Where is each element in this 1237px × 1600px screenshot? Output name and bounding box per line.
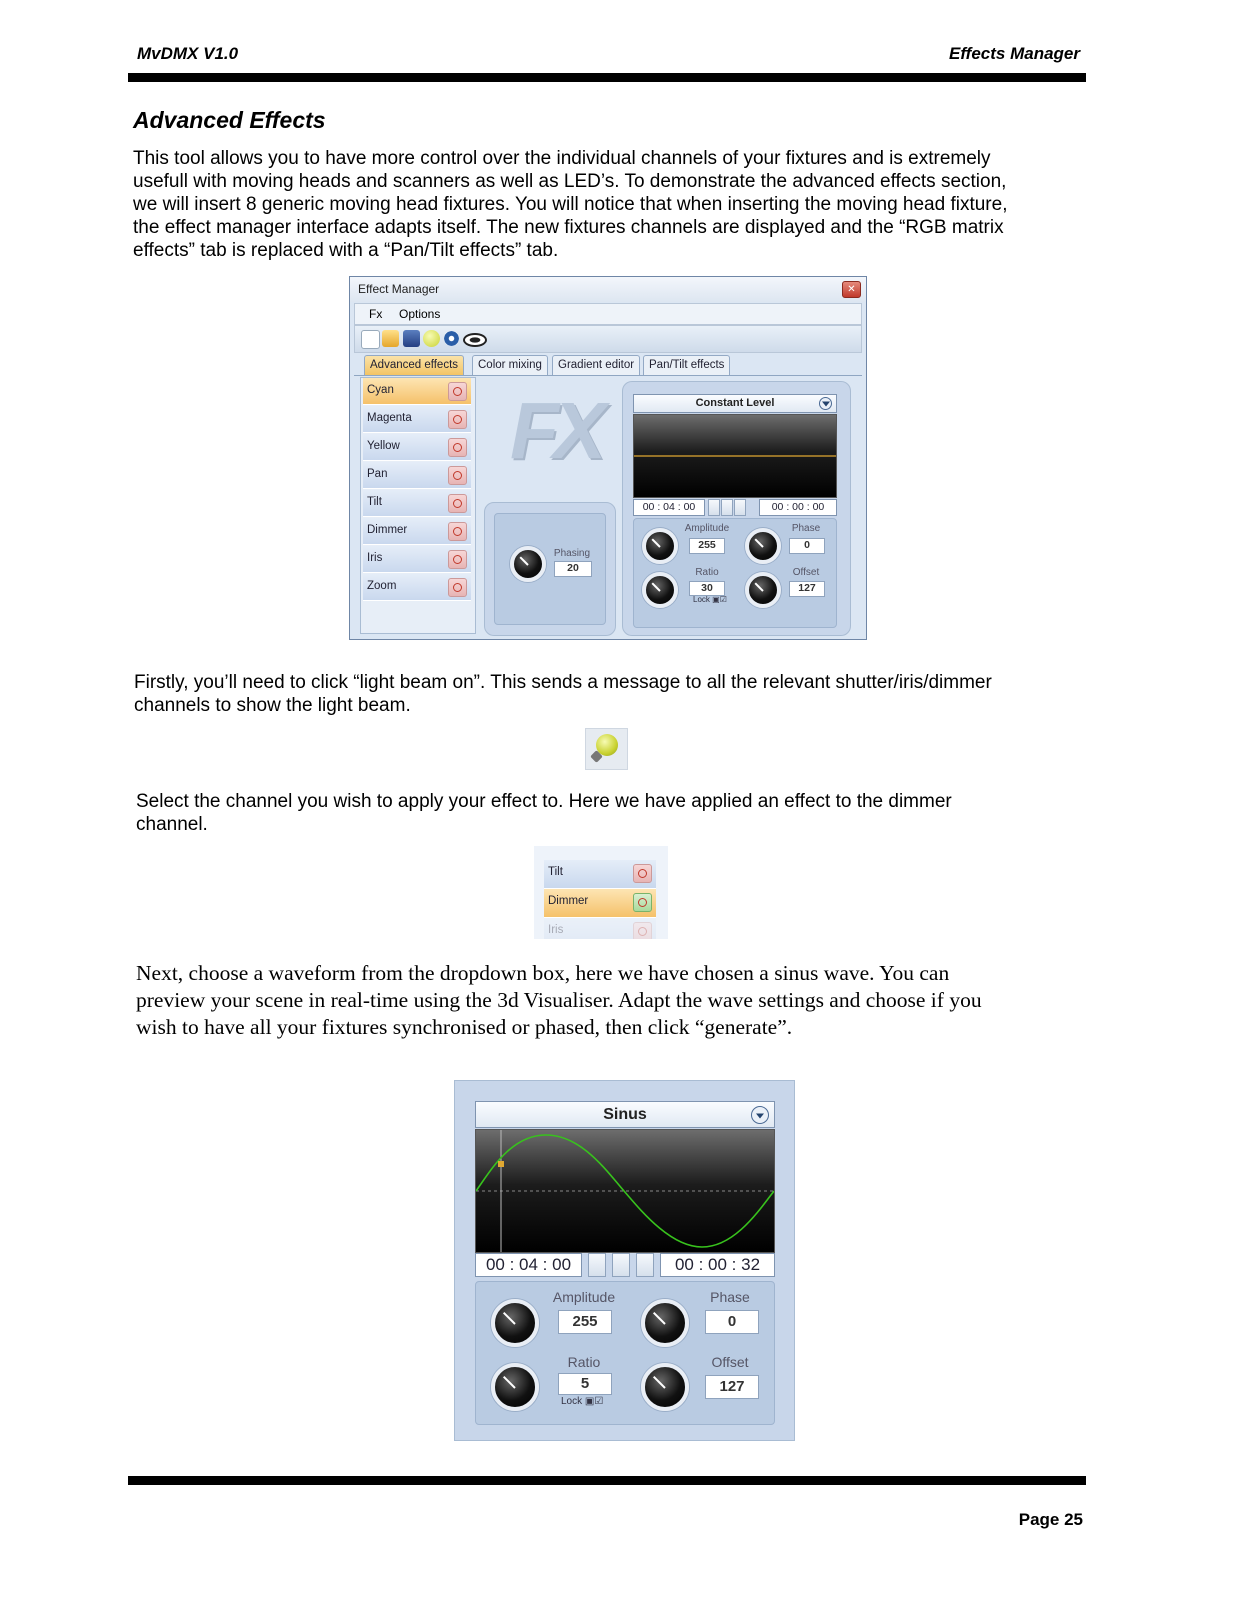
power-icon[interactable]	[448, 410, 467, 429]
offset-knob[interactable]	[641, 1363, 689, 1411]
menu-options[interactable]: Options	[399, 307, 441, 321]
step2-line: channel.	[136, 814, 208, 835]
spin-button[interactable]	[734, 499, 746, 516]
fx-logo: FX	[510, 386, 601, 475]
gear-icon[interactable]	[443, 330, 460, 347]
intro-paragraph	[133, 147, 1093, 262]
channel-label: Pan	[367, 468, 388, 480]
waveform-dropdown[interactable]	[633, 394, 837, 413]
sinus-panel	[454, 1080, 795, 1441]
header-product: MvDMX V1.0	[137, 44, 239, 63]
step1-paragraph	[134, 671, 1094, 717]
channel-label: Iris	[548, 924, 564, 936]
ratio-label: Ratio	[695, 567, 719, 578]
chevron-down-icon[interactable]	[751, 1106, 769, 1124]
phase-value[interactable]: 0	[705, 1310, 759, 1334]
channel-item-iris[interactable]	[363, 546, 471, 573]
waveform-dropdown-value: Constant Level	[695, 397, 775, 409]
power-icon[interactable]	[448, 466, 467, 485]
channel-label: Tilt	[548, 866, 563, 878]
waveform-preview	[475, 1129, 775, 1253]
page-number: Page 25	[1018, 1510, 1083, 1529]
spin-button[interactable]	[708, 499, 720, 516]
footer-rule	[128, 1476, 1086, 1485]
amplitude-knob[interactable]	[491, 1299, 539, 1347]
channel-label: Yellow	[367, 440, 400, 452]
phasing-knob[interactable]	[510, 546, 546, 582]
spin-button[interactable]	[721, 499, 733, 516]
waveform-graph	[634, 415, 836, 497]
amplitude-label: Amplitude	[552, 1289, 616, 1305]
ratio-value[interactable]: 30	[689, 581, 725, 596]
channel-item-yellow[interactable]	[363, 434, 471, 461]
phase-value[interactable]: 0	[789, 538, 825, 554]
waveform-dropdown[interactable]	[475, 1101, 775, 1128]
intro-line: we will insert 8 generic moving head fixtures. You will notice that when inserting the moving head fixture,	[133, 194, 1008, 215]
channel-item-iris[interactable]	[544, 918, 656, 939]
lock-checkbox[interactable]: Lock ▣☑	[693, 595, 727, 604]
step3-line: preview your scene in real-time using the 3d Visualiser. Adapt the wave settings and choose if you	[136, 988, 982, 1012]
amplitude-knob[interactable]	[642, 528, 678, 564]
channel-label: Dimmer	[548, 895, 589, 907]
header-section: Effects Manager	[948, 44, 1080, 63]
duration-field[interactable]: 00 : 04 : 00	[633, 499, 705, 516]
tab-gradient-editor[interactable]: Gradient editor	[552, 355, 640, 375]
channel-label: Iris	[367, 552, 383, 564]
channel-item-cyan[interactable]	[363, 378, 471, 405]
power-icon[interactable]	[633, 864, 652, 883]
channel-item-dimmer[interactable]	[363, 518, 471, 545]
offset-knob[interactable]	[745, 572, 781, 608]
ratio-knob[interactable]	[491, 1363, 539, 1411]
ratio-label: Ratio	[567, 1354, 601, 1370]
channel-label: Zoom	[367, 580, 397, 592]
phase-knob[interactable]	[745, 528, 781, 564]
power-icon[interactable]	[448, 550, 467, 569]
offset-label: Offset	[711, 1354, 749, 1370]
intro-line: the effect manager interface adapts itself. The new fixtures channels are displayed and the “RGB matrix	[133, 217, 1004, 238]
position-field[interactable]: 00 : 00 : 00	[759, 499, 837, 516]
waveform-preview	[633, 414, 837, 498]
chevron-down-icon[interactable]	[819, 397, 832, 410]
phasing-value[interactable]: 20	[554, 561, 592, 577]
channel-item-zoom[interactable]	[363, 574, 471, 601]
amplitude-value[interactable]: 255	[558, 1310, 612, 1334]
channel-item-pan[interactable]	[363, 462, 471, 489]
effect-manager-window	[349, 276, 867, 640]
new-file-icon[interactable]	[361, 330, 380, 349]
channel-item-tilt[interactable]	[363, 490, 471, 517]
power-on-icon[interactable]	[633, 893, 652, 912]
amplitude-value[interactable]: 255	[689, 538, 725, 554]
channel-item-tilt[interactable]	[544, 860, 656, 889]
channel-label: Magenta	[367, 412, 412, 424]
tab-advanced-effects[interactable]: Advanced effects	[364, 355, 464, 375]
intro-line: effects” tab is replaced with a “Pan/Tilt effects” tab.	[133, 240, 559, 261]
tab-pan-tilt-effects[interactable]: Pan/Tilt effects	[643, 355, 730, 375]
lock-label: Lock	[693, 595, 710, 604]
section-title: Advanced Effects	[133, 107, 326, 133]
waveform-graph	[476, 1130, 774, 1252]
phase-label: Phase	[791, 523, 821, 534]
offset-value[interactable]: 127	[789, 581, 825, 597]
spin-button[interactable]	[612, 1253, 630, 1277]
step2-paragraph	[136, 790, 1096, 836]
spin-button[interactable]	[588, 1253, 606, 1277]
power-icon[interactable]	[448, 522, 467, 541]
step2-line: Select the channel you wish to apply your effect to. Here we have applied an effect to the dimmer	[136, 791, 952, 812]
waveform-panel	[622, 381, 851, 636]
open-folder-icon[interactable]	[382, 330, 399, 347]
offset-value[interactable]: 127	[705, 1375, 759, 1399]
lock-label: Lock	[561, 1396, 583, 1407]
header-rule	[128, 73, 1086, 82]
offset-label: Offset	[792, 567, 820, 578]
position-field[interactable]: 00 : 00 : 32	[660, 1253, 775, 1277]
close-icon[interactable]: ✕	[842, 281, 861, 298]
window-title: Effect Manager	[358, 282, 440, 296]
step3-paragraph	[136, 960, 1096, 1041]
save-icon[interactable]	[403, 330, 420, 347]
step1-line: Firstly, you’ll need to click “light beam on”. This sends a message to all the relevant shutter/iris/dimmer	[134, 672, 992, 693]
channel-list	[360, 377, 476, 634]
toolbar	[354, 325, 862, 353]
channel-label: Tilt	[367, 496, 382, 508]
phase-knob[interactable]	[641, 1299, 689, 1347]
tab-strip	[354, 353, 862, 376]
tab-color-mixing[interactable]: Color mixing	[472, 355, 548, 375]
spin-button[interactable]	[636, 1253, 654, 1277]
eye-icon[interactable]	[463, 333, 487, 347]
amplitude-label: Amplitude	[684, 523, 730, 534]
power-icon[interactable]	[633, 922, 652, 939]
channel-item-magenta[interactable]	[363, 406, 471, 433]
duration-field[interactable]: 00 : 04 : 00	[475, 1253, 582, 1277]
lock-checkbox[interactable]: Lock ▣☑	[561, 1396, 604, 1407]
channel-snippet	[534, 846, 668, 939]
phasing-panel	[484, 502, 616, 636]
playhead-marker	[498, 1161, 504, 1167]
menu-fx[interactable]: Fx	[369, 307, 383, 321]
channel-label: Dimmer	[367, 524, 408, 536]
window-titlebar	[350, 277, 866, 302]
power-icon[interactable]	[448, 494, 467, 513]
step3-line: Next, choose a waveform from the dropdown box, here we have chosen a sinus wave. You can	[136, 961, 950, 985]
channel-item-dimmer[interactable]	[544, 889, 656, 918]
phase-label: Phase	[710, 1289, 750, 1305]
power-icon[interactable]	[448, 382, 467, 401]
power-icon[interactable]	[448, 438, 467, 457]
menu-bar	[354, 303, 862, 325]
light-beam-on-button[interactable]	[585, 728, 628, 770]
intro-line: This tool allows you to have more control over the individual channels of your fixtures and is extremely	[133, 148, 991, 169]
ratio-value[interactable]: 5	[558, 1373, 612, 1395]
light-beam-icon[interactable]	[423, 330, 440, 347]
intro-line: usefull with moving heads and scanners as well as LED’s. To demonstrate the advanced effects section,	[133, 171, 1007, 192]
power-icon[interactable]	[448, 578, 467, 597]
waveform-dropdown-value: Sinus	[603, 1106, 647, 1123]
channel-label: Cyan	[367, 384, 394, 396]
phasing-label: Phasing	[553, 548, 591, 559]
ratio-knob[interactable]	[642, 572, 678, 608]
step3-line: wish to have all your fixtures synchronised or phased, then click “generate”.	[136, 1015, 793, 1039]
step1-line: channels to show the light beam.	[134, 695, 411, 716]
